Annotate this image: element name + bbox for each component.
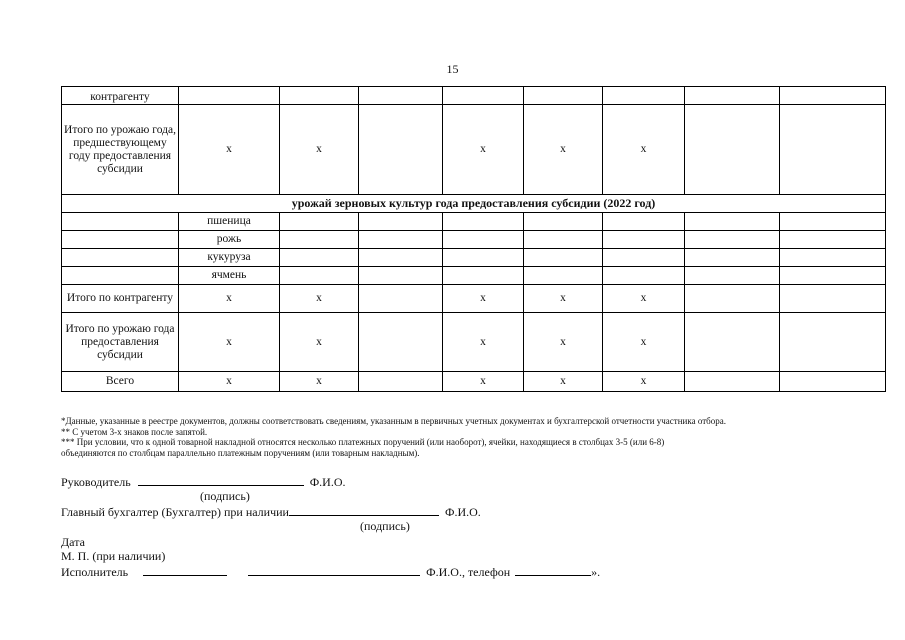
table-row-partial bbox=[62, 87, 886, 105]
name-blank bbox=[248, 564, 420, 576]
table-row-counterparty-total bbox=[62, 285, 886, 313]
table-cell: x bbox=[280, 105, 359, 195]
signature-blank bbox=[138, 474, 304, 486]
table-row-prev-year-total bbox=[62, 105, 886, 195]
document-registry-table bbox=[61, 86, 886, 392]
accountant-label: Главный бухгалтер (Бухгалтер) при наличии bbox=[61, 505, 289, 519]
accountant-signature-line bbox=[61, 504, 481, 519]
table-cell: x bbox=[524, 313, 603, 372]
phone-blank bbox=[515, 564, 591, 576]
section-title: урожай зерновых культур года предоставления субсидии (2022 год) bbox=[62, 195, 886, 213]
stamp-label: М. П. (при наличии) bbox=[61, 549, 166, 563]
crop-name: пшеница bbox=[179, 213, 280, 231]
table-row bbox=[62, 249, 886, 267]
footnote: ** С учетом 3-х знаков после запятой. bbox=[61, 426, 208, 437]
table-cell: x bbox=[179, 285, 280, 313]
table-cell bbox=[780, 313, 886, 372]
table-cell bbox=[359, 105, 443, 195]
table-row-grand-total bbox=[62, 372, 886, 392]
table-cell bbox=[780, 372, 886, 392]
table-cell: x bbox=[179, 105, 280, 195]
head-label: Руководитель bbox=[61, 475, 131, 489]
table-cell: x bbox=[603, 105, 685, 195]
signature-blank bbox=[143, 564, 227, 576]
table-cell: x bbox=[443, 313, 524, 372]
footnote: *Данные, указанные в реестре документов, должны соответствовать сведениям, указанным в первичных учетных документах и бухгалтерской отчетности участника отбора. bbox=[61, 416, 726, 426]
table-cell bbox=[359, 372, 443, 392]
table-row bbox=[62, 267, 886, 285]
table-cell bbox=[685, 372, 780, 392]
table-row bbox=[62, 213, 886, 231]
table-cell: x bbox=[603, 285, 685, 313]
signature-caption: (подпись) bbox=[200, 489, 250, 503]
table-cell: x bbox=[179, 372, 280, 392]
table-cell: x bbox=[443, 285, 524, 313]
crop-name: кукуруза bbox=[179, 249, 280, 267]
row-label: контрагенту bbox=[62, 87, 179, 105]
footnote: *** При условии, что к одной товарной накладной относятся несколько платежных поручений (или наоборот), ячейки, находящиеся в столбцах 3-5 (или 6-8) bbox=[61, 437, 665, 447]
table-cell: x bbox=[524, 105, 603, 195]
row-label: Итого по контрагенту bbox=[62, 285, 179, 313]
table-row-year-total bbox=[62, 313, 886, 372]
head-signature-line bbox=[61, 474, 346, 489]
table-cell: x bbox=[179, 313, 280, 372]
row-label: Итого по урожаю года предоставления субсидии bbox=[62, 313, 179, 372]
crop-name: рожь bbox=[179, 231, 280, 249]
table-cell: x bbox=[603, 372, 685, 392]
signature-caption: (подпись) bbox=[360, 519, 410, 533]
executor-label: Исполнитель bbox=[61, 565, 129, 579]
row-label: Всего bbox=[62, 372, 179, 392]
table-cell bbox=[780, 105, 886, 195]
table-cell: x bbox=[603, 313, 685, 372]
table-cell: x bbox=[443, 372, 524, 392]
footnotes bbox=[61, 416, 891, 458]
table-cell: x bbox=[524, 285, 603, 313]
table-cell: x bbox=[280, 285, 359, 313]
footnote: объединяются по столбцам параллельно платежным поручениям (или товарным накладным). bbox=[61, 447, 420, 458]
fio-label: Ф.И.О. bbox=[444, 505, 481, 519]
table-cell: x bbox=[280, 313, 359, 372]
table-cell: x bbox=[443, 105, 524, 195]
table-section-header bbox=[62, 195, 886, 213]
table-cell: x bbox=[524, 372, 603, 392]
table-cell: x bbox=[280, 372, 359, 392]
closing-mark: ». bbox=[591, 565, 601, 579]
table-cell bbox=[359, 285, 443, 313]
table-cell bbox=[359, 313, 443, 372]
table-row bbox=[62, 231, 886, 249]
table-cell bbox=[685, 313, 780, 372]
fio-phone-label: Ф.И.О., телефон bbox=[426, 565, 511, 579]
table-cell bbox=[780, 285, 886, 313]
row-label: Итого по урожаю года, предшествующему году предоставления субсидии bbox=[62, 105, 179, 195]
date-label: Дата bbox=[61, 535, 85, 549]
table-cell bbox=[685, 285, 780, 313]
table-cell bbox=[685, 105, 780, 195]
fio-label: Ф.И.О. bbox=[309, 475, 346, 489]
crop-name: ячмень bbox=[179, 267, 280, 285]
signature-blank bbox=[289, 504, 439, 516]
executor-line bbox=[61, 564, 600, 579]
page-number: 15 bbox=[446, 62, 459, 76]
